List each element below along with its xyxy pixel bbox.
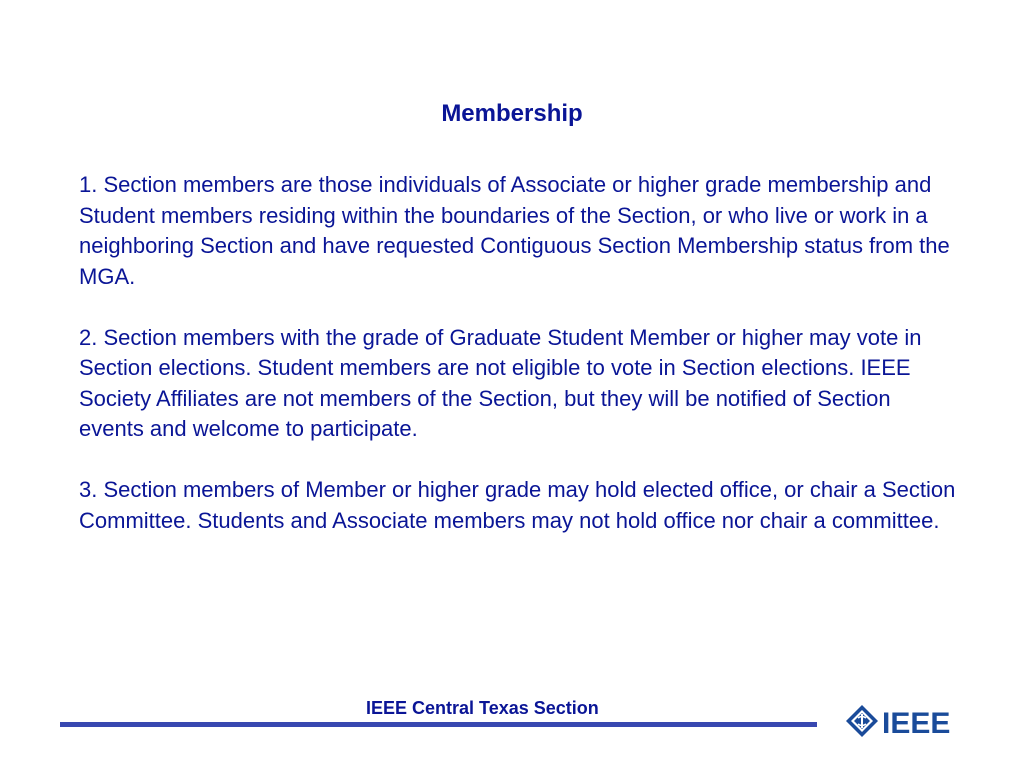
footer-divider [60, 722, 817, 727]
slide-body [79, 170, 959, 567]
membership-rule-3: 3. Section members of Member or higher grade may hold elected office, or chair a Section Committee. Students and Associate members may not hold office nor chair a committee. [79, 477, 956, 533]
ieee-diamond-icon [846, 705, 878, 737]
slide-title: Membership [441, 100, 583, 127]
membership-rule-1: 1. Section members are those individuals of Associate or higher grade membership and Student members residing within the boundaries of the Section, or who live or work in a neighboring Section and have requested Contiguous Section Membership status from the MGA. [79, 172, 950, 289]
ieee-logo [844, 703, 964, 743]
footer-text: IEEE Central Texas Section [366, 698, 599, 718]
ieee-logo-text: IEEE [882, 707, 951, 740]
membership-rule-2: 2. Section members with the grade of Graduate Student Member or higher may vote in Section elections. Student members are not eligible to vote in Section elections. IEEE Society Affiliates are not members of the Section, but they will be notified of Section events and welcome to participate. [79, 324, 922, 441]
